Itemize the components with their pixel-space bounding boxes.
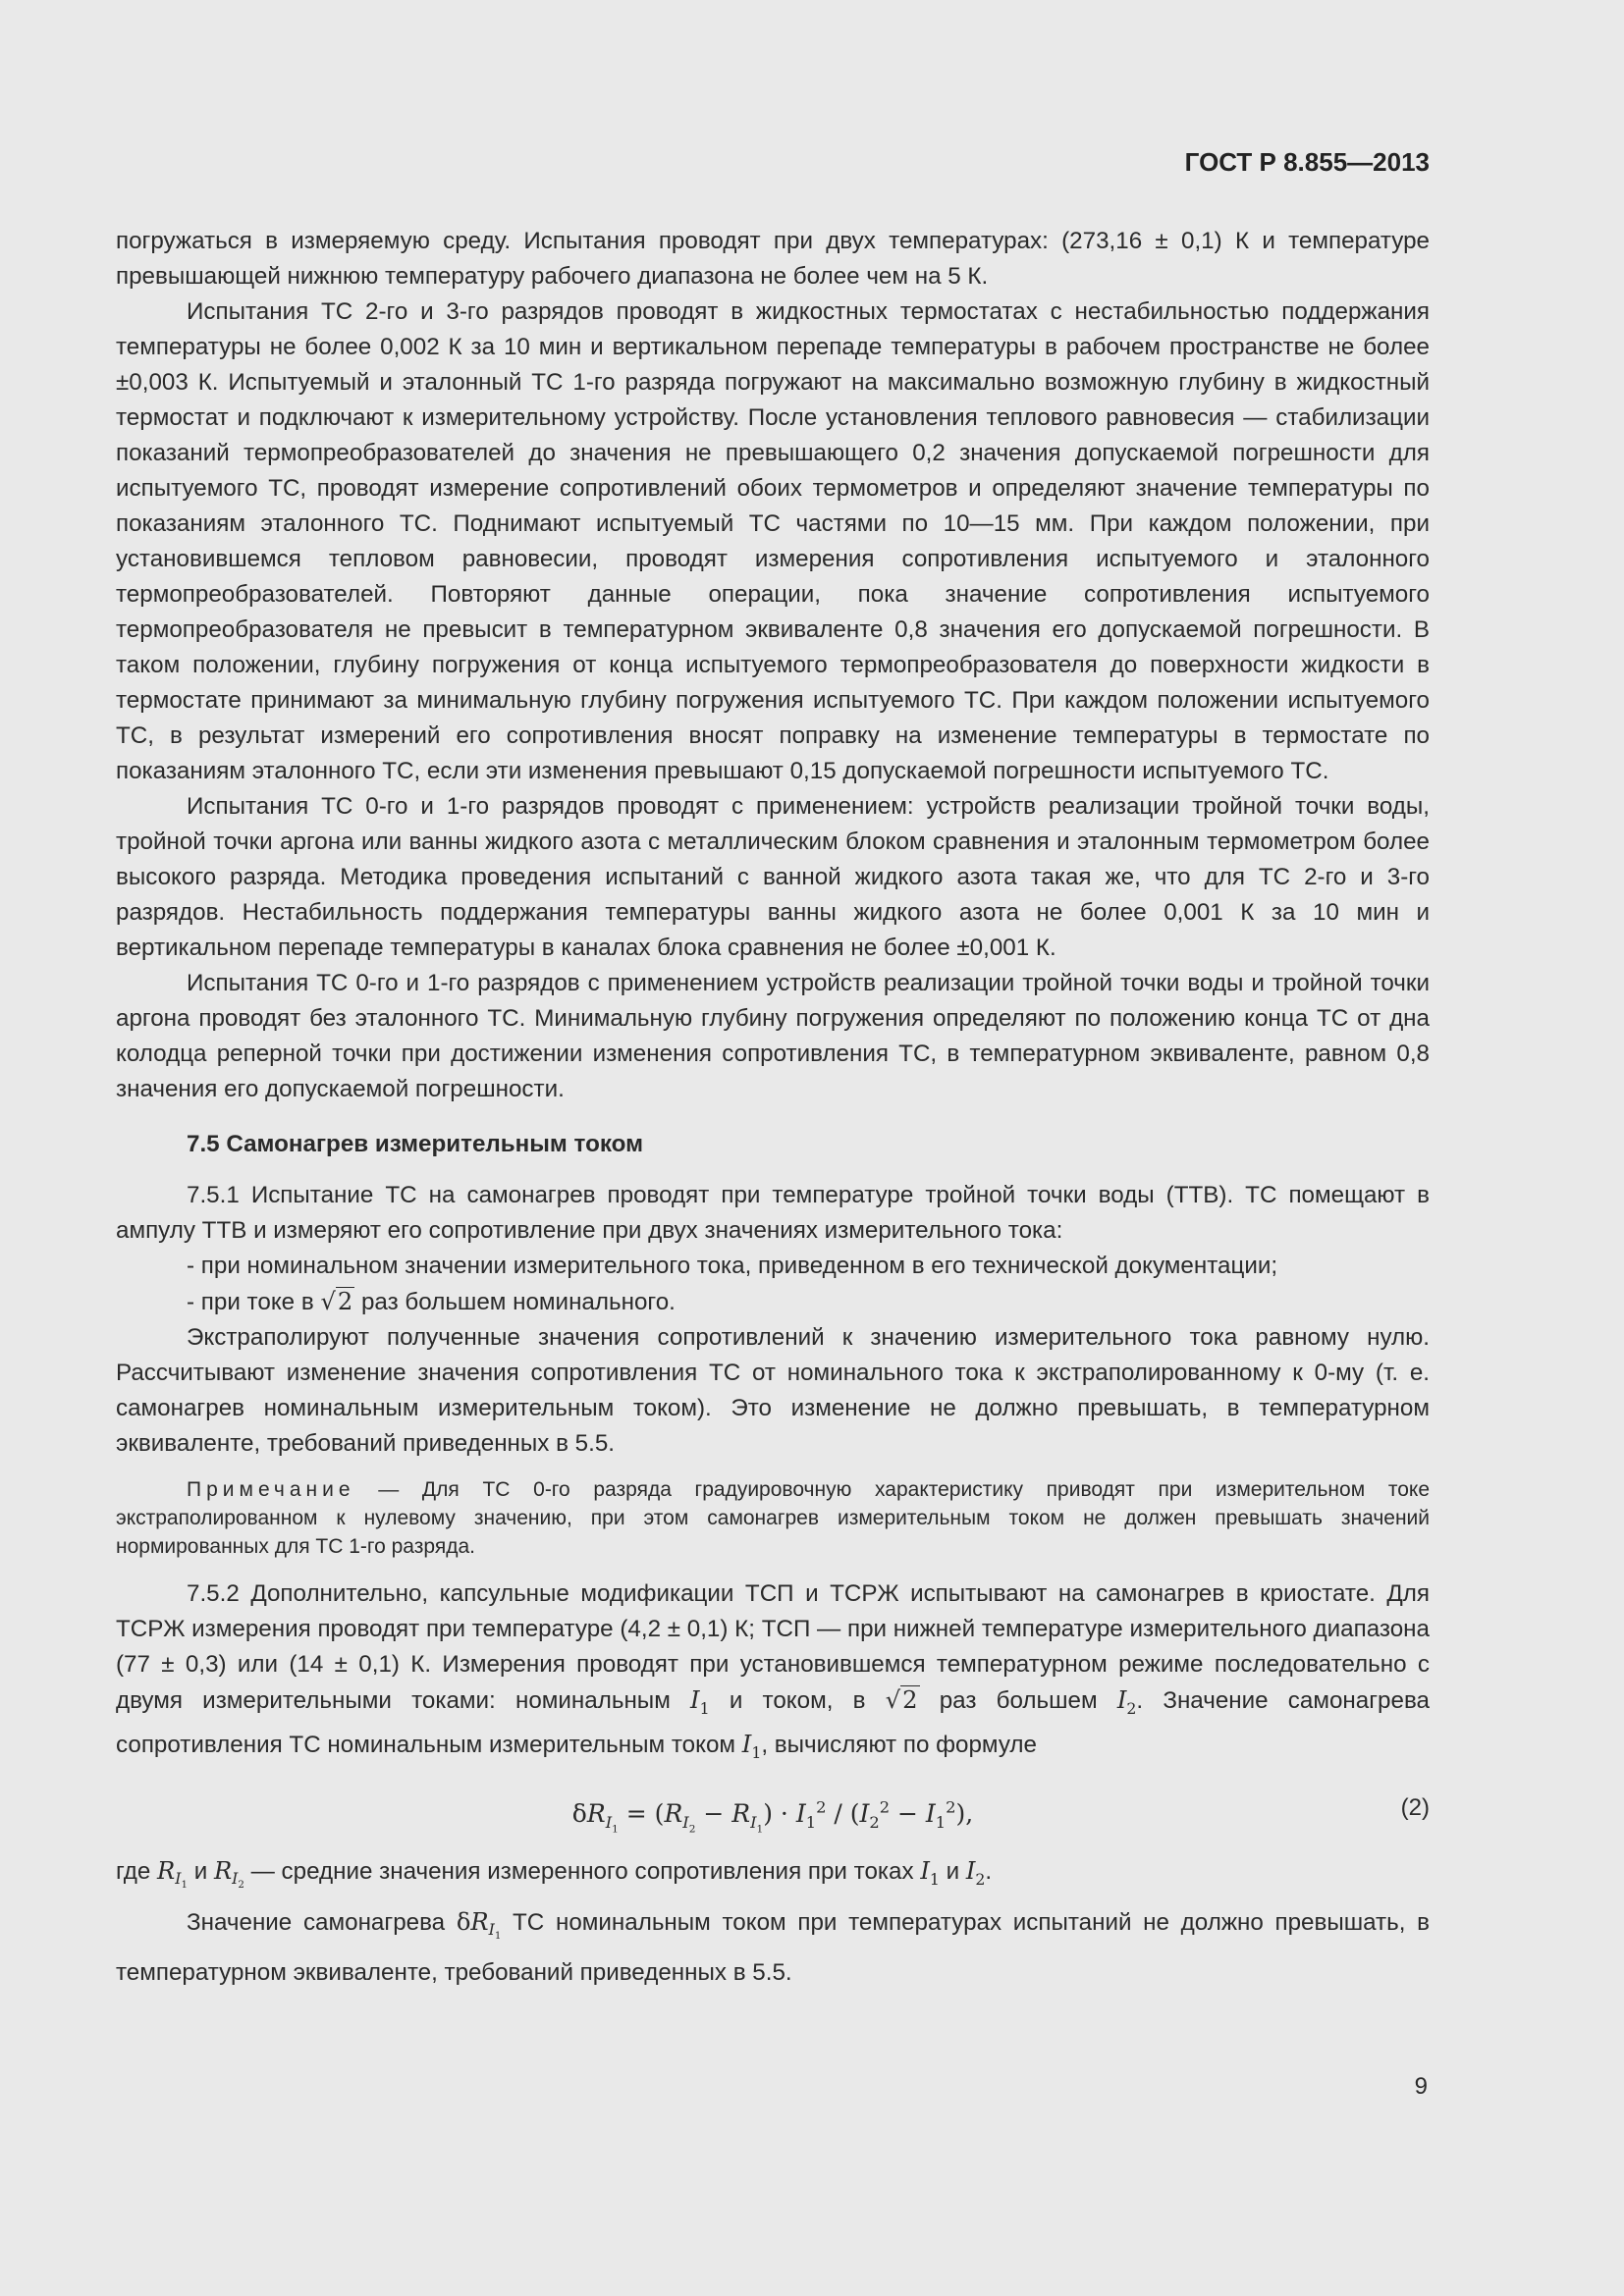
note-text: — Для ТС 0-го разряда градуировочную характеристику приводят при измерительном токе экстраполированном к нулевому значению, при этом самонагрев измерительным током не должен превышать значений нормированных для ТС 1-го разряда. [116, 1478, 1430, 1558]
paragraph: Испытания ТС 0-го и 1-го разрядов с применением устройств реализации тройной точки воды и тройной точки аргона проводят без эталонного ТС. Минимальную глубину погружения определяют по положению конца ТС от дна колодца реперной точки при достижении изменения сопротивления ТС, в температурном эквиваленте, равном 0,8 значения его допускаемой погрешности. [116, 970, 1430, 1102]
document-header: ГОСТ Р 8.855—2013 [1184, 147, 1430, 177]
paragraph: Испытания ТС 2-го и 3-го разрядов проводят в жидкостных термостатах с нестабильностью поддержания температуры не более 0,002 К за 10 мин и вертикальном перепаде температуры в рабочем пространстве не более ±0,003 К. Испытуемый и эталонный ТС 1-го разряда погружают на максимально возможную глубину в жидкостный термостат и подключают к измерительному устройству. После установления теплового равновесия — стабилизации показаний термопреобразователей до значения не превышающего 0,2 значения допускаемой погрешности для испытуемого ТС, проводят измерение сопротивлений обоих термометров и определяют значение температуры по показаниям эталонного ТС. Поднимают испытуемый ТС частями по 10—15 мм. При каждом положении, при установившемся тепловом равновесии, проводят измерения сопротивления испытуемого и эталонного термопреобразователей. Повторяют данные операции, пока значение сопротивления испытуемого термопреобразователя не превысит в температурном эквиваленте 0,8 значения его допускаемой погрешности. В таком положении, глубину погружения от конца испытуемого термопреобразователя до поверхности жидкости в термостате принимают за минимальную глубину погружения испытуемого ТС. При каждом положении испытуемого ТС, в результат измерений его сопротивления вносят поправку на изменение температуры в термостате по показаниям эталонного ТС, если эти изменения превышают 0,15 допускаемой погрешности испытуемого ТС. [116, 298, 1430, 784]
formula-expression: $\delta R_{I_1} = (R_{I_2} - R_{I_1}) \cdot I_1^2 / (I_2^2 - I_1^2)$, [571, 1797, 974, 1836]
math-symbol: $I_2$ [1116, 1686, 1137, 1718]
paragraph: где $R_{I_1}$ и $R_{I_2}$ — средние значения измеренного сопротивления при токах $I_1$ и $I_2$. [116, 1856, 993, 1892]
paragraph: Экстраполируют полученные значения сопротивлений к значению измерительного тока равному нулю. Рассчитывают изменение значения сопротивления ТС от номинального тока к экстраполированному к 0-му (т. е. самонагрев номинальным измерительным током). Это изменение не должно превышать, в температурном эквиваленте, требований приведенных в 5.5. [116, 1324, 1430, 1457]
list-item: - при номинальном значении измерительного тока, приведенном в его технической документации; [187, 1253, 1278, 1279]
sqrt-symbol: √2 [885, 1686, 918, 1714]
list-item-text: - при токе в [187, 1289, 314, 1315]
math-symbol: $I_2$ [965, 1856, 986, 1889]
bullet-list [116, 1249, 1430, 1320]
section-heading: 7.5 Самонагрев измерительным током [187, 1131, 643, 1157]
formula-number: (2) [1400, 1793, 1430, 1821]
list-item-text: раз большем номинального. [360, 1289, 676, 1315]
math-symbol: $I_1$ [690, 1686, 710, 1718]
math-symbol: $\delta R_{I_1}$ [456, 1907, 502, 1943]
note-label: Примечание [187, 1478, 355, 1501]
paragraph: погружаться в измеряемую среду. Испытания проводят при двух температурах: (273,16 ± 0,1) К и температуре превышающей нижнюю температуру рабочего диапазона не более чем на 5 К. [116, 228, 1430, 290]
formula [116, 1783, 1430, 1834]
list-item [116, 1284, 1430, 1320]
paragraph: Испытания ТС 0-го и 1-го разрядов проводят с применением: устройств реализации тройной точки воды, тройной точки аргона или ванны жидкого азота с металлическим блоком сравнения и эталонным термометром более высокого разряда. Методика проведения испытаний с ванной жидкого азота такая же, что для ТС 2-го и 3-го разрядов. Нестабильность поддержания температуры ванны жидкого азота не более 0,001 К за 10 мин и вертикальном перепаде температуры в каналах блока сравнения не более ±0,001 К. [116, 793, 1430, 961]
paragraph: 7.5.2 Дополнительно, капсульные модификации ТСП и ТСРЖ испытывают на самонагрев в криостате. Для ТСРЖ измерения проводят при температуре (4,2 ± 0,1) К; ТСП — при нижней температуре измерительного диапазона (77 ± 0,3) или (14 ± 0,1) К. Измерения проводят при установившемся температурном режиме последовательно с двумя измерительными токами: номинальным $I_1$ и током, в √2 раз большем $I_2$. Значение самонагрева сопротивления ТС номинальным измерительным током $I_1$, вычисляют по формуле [116, 1580, 1430, 1762]
math-symbol: $R_{I_2}$ [213, 1856, 244, 1892]
paragraph: Значение самонагрева $\delta R_{I_1}$ ТС номинальным током при температурах испытаний не должно превышать, в температурном эквиваленте, требований приведенных в 5.5. [116, 1907, 1430, 1986]
paragraph: 7.5.1 Испытание ТС на самонагрев проводят при температуре тройной точки воды (ТТВ). ТС помещают в ампулу ТТВ и измеряют его сопротивление при двух значениях измерительного тока: [116, 1182, 1430, 1244]
note [116, 1475, 1430, 1561]
sqrt-symbol: √2 [320, 1288, 353, 1315]
math-symbol: $R_{I_1}$ [157, 1856, 188, 1892]
page-number: 9 [1414, 2073, 1428, 2100]
math-symbol: $I_1$ [920, 1856, 940, 1889]
math-symbol: $I_1$ [741, 1730, 762, 1762]
document-body [116, 224, 1430, 1991]
